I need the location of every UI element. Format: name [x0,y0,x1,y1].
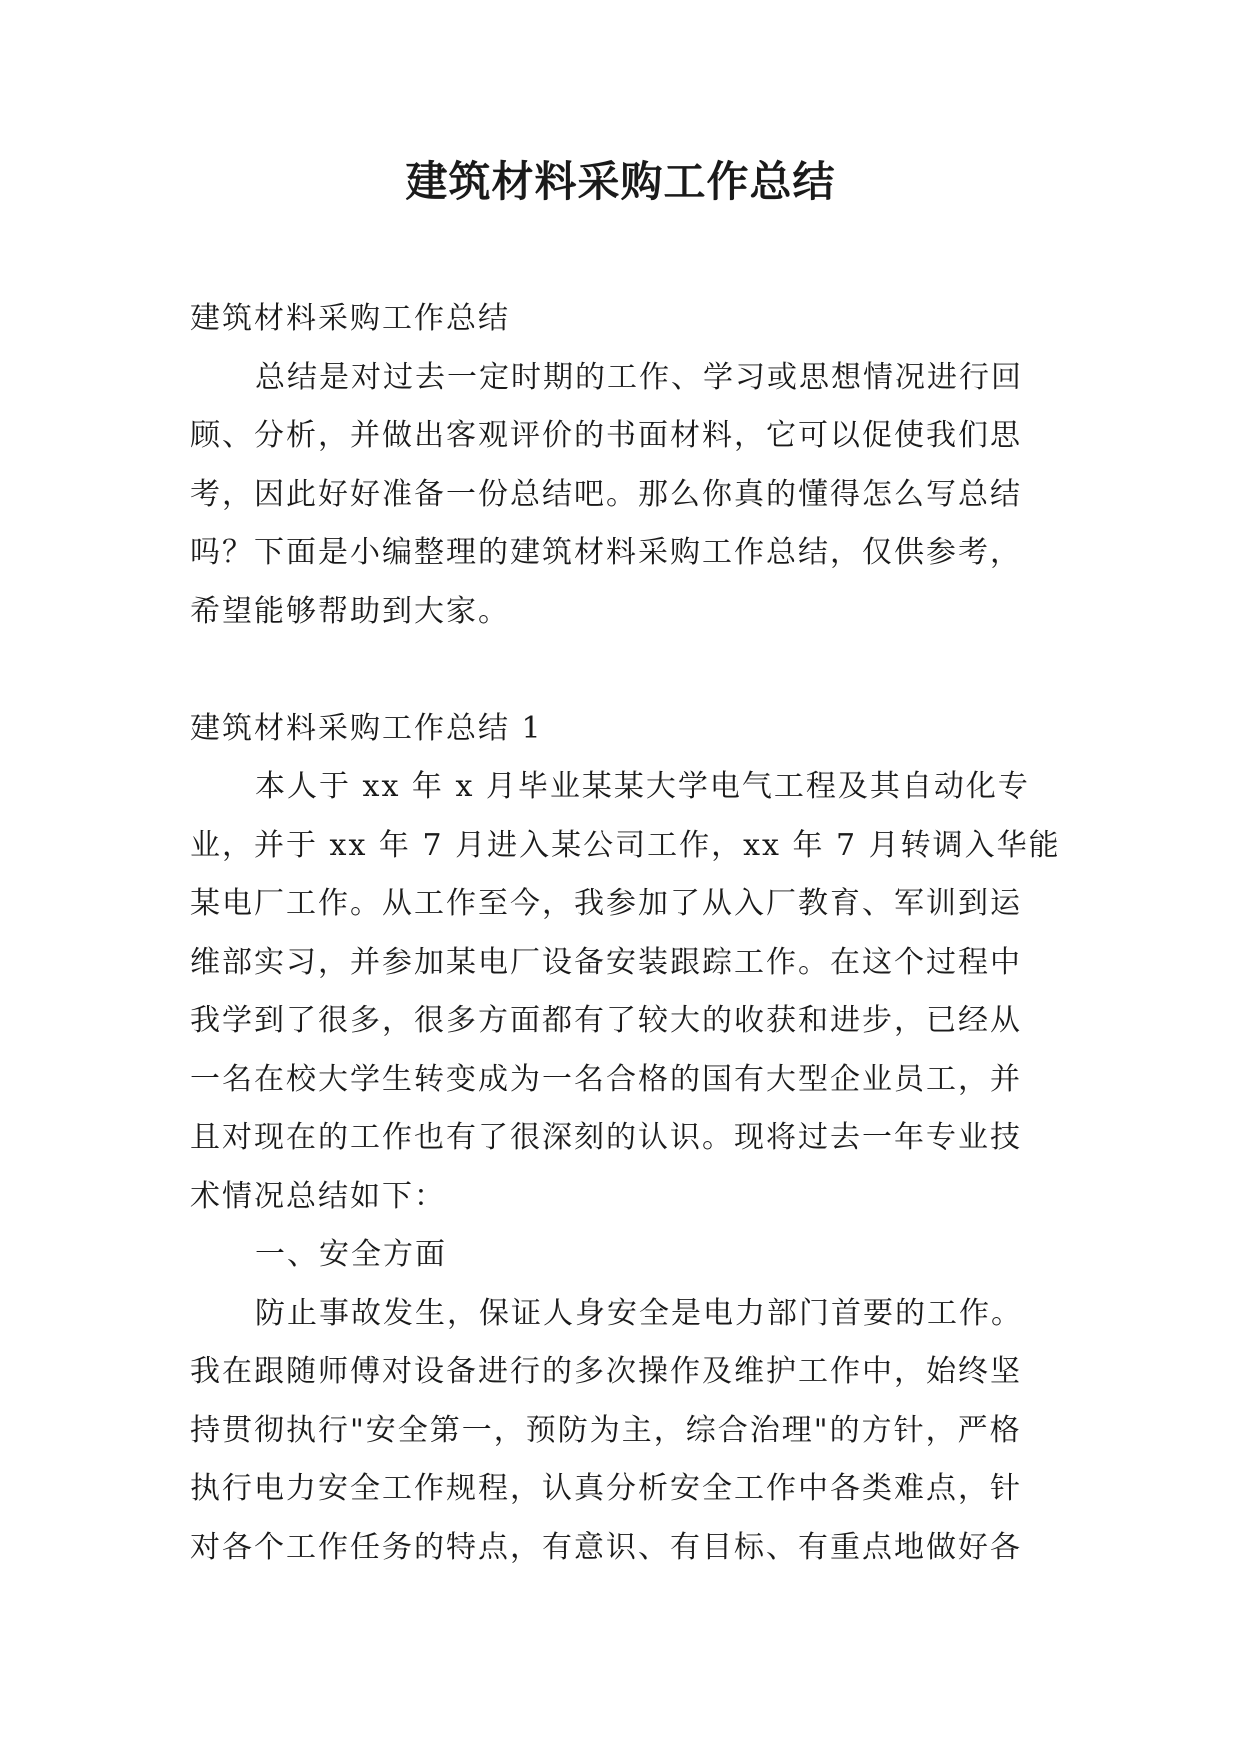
subtitle-line: 建筑材料采购工作总结 [190,301,510,336]
section-paragraph-line: 一名在校大学生转变成为一名合格的国有大型企业员工，并 [190,1061,1022,1097]
safety-paragraph-line: 对各个工作任务的特点，有意识、有目标、有重点地做好各 [190,1529,1022,1565]
section-paragraph-line: 本人于 xx 年 x 月毕业某某大学电气工程及其自动化专 [255,769,1030,804]
document-title: 建筑材料采购工作总结 [405,157,836,206]
intro-line: 顾、分析，并做出客观评价的书面材料，它可以促使我们思 [190,418,1022,453]
intro-line: 吗？下面是小编整理的建筑材料采购工作总结，仅供参考， [190,535,1022,570]
section-paragraph-line: 某电厂工作。从工作至今，我参加了从入厂教育、军训到运 [190,886,1022,921]
section-heading: 建筑材料采购工作总结 1 [190,710,543,746]
intro-line: 考，因此好好准备一份总结吧。那么你真的懂得怎么写总结 [190,476,1022,512]
section-paragraph-line: 术情况总结如下： [190,1178,446,1214]
safety-paragraph-line: 我在跟随师傅对设备进行的多次操作及维护工作中，始终坚 [190,1354,1022,1389]
safety-paragraph-line: 防止事故发生，保证人身安全是电力部门首要的工作。 [255,1295,1023,1331]
safety-paragraph-line: 执行电力安全工作规程，认真分析安全工作中各类难点，针 [190,1471,1022,1506]
intro-line: 希望能够帮助到大家。 [190,593,510,629]
safety-paragraph-line: 持贯彻执行"安全第一，预防为主，综合治理"的方针，严格 [190,1412,1022,1448]
subsection-heading: 一、安全方面 [255,1237,447,1272]
section-paragraph-line: 维部实习，并参加某电厂设备安装跟踪工作。在这个过程中 [190,944,1022,980]
paragraph-gap [190,641,1070,700]
document-body [190,290,1070,1577]
section-paragraph-line: 且对现在的工作也有了很深刻的认识。现将过去一年专业技 [190,1120,1022,1155]
section-paragraph-line: 业，并于 xx 年 7 月进入某公司工作，xx 年 7 月转调入华能 [190,827,1061,863]
intro-line: 总结是对过去一定时期的工作、学习或思想情况进行回 [255,359,1023,395]
section-paragraph-line: 我学到了很多，很多方面都有了较大的收获和进步，已经从 [190,1003,1022,1038]
